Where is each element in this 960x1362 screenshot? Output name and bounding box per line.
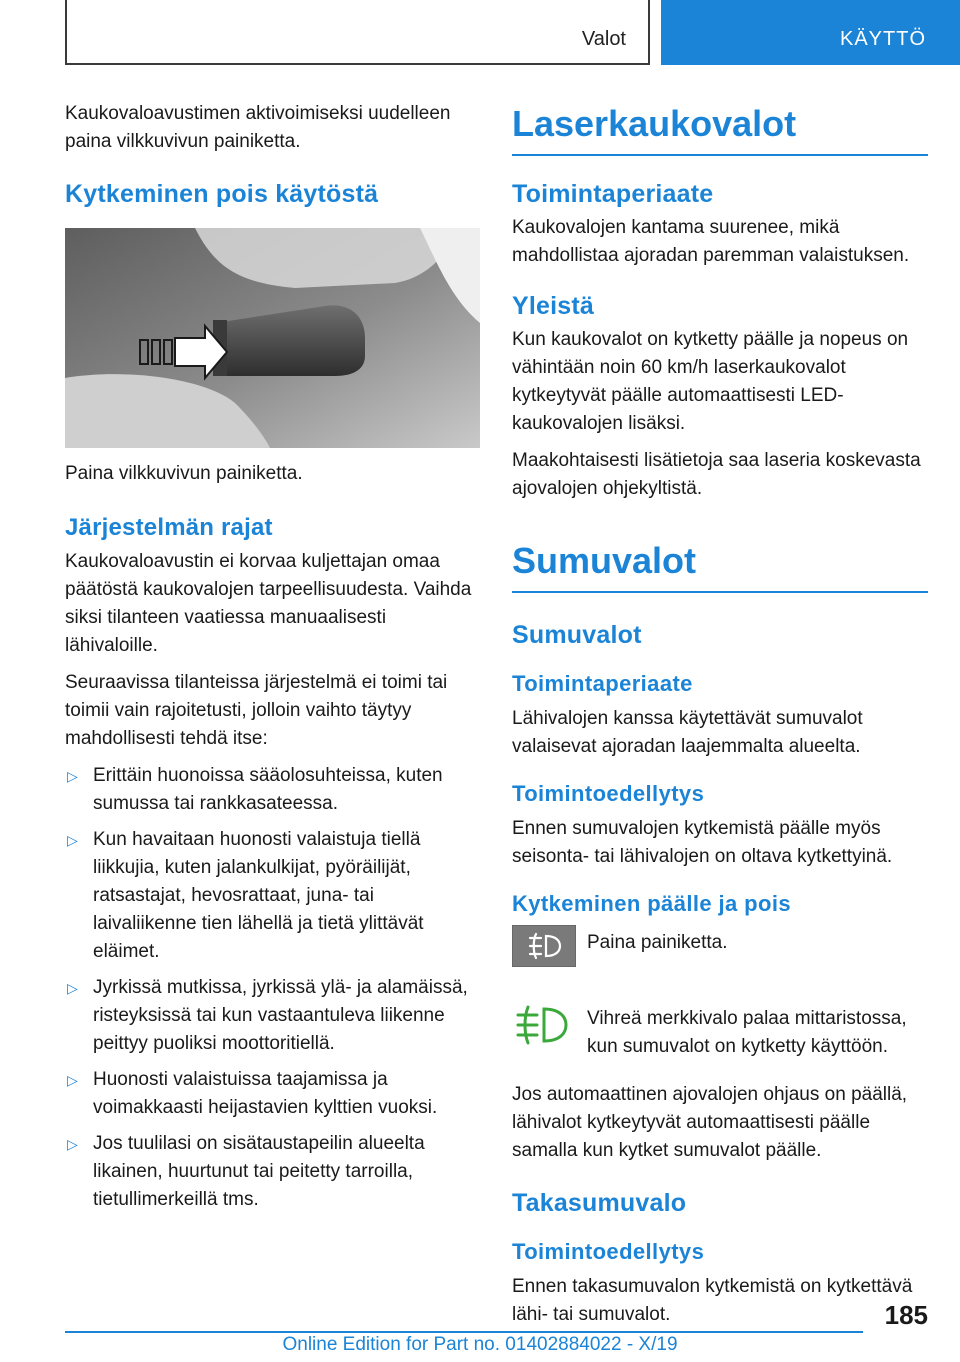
general-paragraph-2: Maakohtaisesti lisätietoja saa laseria koskevasta ajovalojen ohjekyltistä. xyxy=(512,450,921,499)
triangle-bullet-icon: ▷ xyxy=(67,1136,78,1152)
fog-light-indicator-icon xyxy=(512,1001,574,1049)
left-column xyxy=(65,100,480,1222)
header-section-box xyxy=(65,0,650,65)
fog-indicator-text: Vihreä merkkivalo palaa mittaristossa, kun sumuvalot on kytketty käyttöön. xyxy=(587,1008,907,1057)
heading-switch-on-off: Kytkeminen päälle ja pois xyxy=(512,891,791,916)
list-item: ▷ Jos tuulilasi on sisätaustapeilin alueelta likainen, huurtunut tai peitetty tarroilla, tietullimerkeillä tms. xyxy=(65,1130,480,1214)
fog-button-row xyxy=(512,925,928,991)
limits-paragraph-2: Seuraavissa tilanteissa järjestelmä ei toimi tai toimii vain rajoitetusti, jolloin vaihto täytyy mahdollisesti tehdä itse: xyxy=(65,672,448,749)
right-column xyxy=(512,100,928,1338)
image-caption: Paina vilkkuvivun painiketta. xyxy=(65,463,303,484)
stalk-button-illustration xyxy=(65,228,480,448)
heading-principle: Toimintaperiaate xyxy=(512,180,714,208)
fog-indicator-row xyxy=(512,1001,928,1071)
heading-system-limits: Järjestelmän rajat xyxy=(65,514,273,541)
heading-prerequisite: Toimintoedellytys xyxy=(512,781,705,806)
footer-edition: Online Edition for Part no. 01402884022 - X/19 xyxy=(282,1334,678,1355)
rear-fog-paragraph: Ennen takasumuvalon kytkemistä on kytkettävä lähi- tai sumuvalot. xyxy=(512,1276,913,1325)
list-item: ▷ Jyrkissä mutkissa, jyrkissä ylä- ja alamäissä, risteyksissä tai kun vastaantuleva liikenne peittyy puoliksi moottoritiellä. xyxy=(65,974,480,1058)
list-item: ▷ Huonosti valaistuissa taajamissa ja voimakkaasti heijastavien kylttien vuoksi. xyxy=(65,1066,480,1122)
heading-general: Yleistä xyxy=(512,292,595,320)
triangle-bullet-icon: ▷ xyxy=(67,1072,78,1088)
principle-paragraph: Kaukovalojen kantama suurenee, mikä mahdollistaa ajoradan paremman valaistuksen. xyxy=(512,217,910,266)
header-section-title: Valot xyxy=(581,28,626,50)
limits-bullet-list xyxy=(65,762,480,1214)
header-chapter-tab xyxy=(661,0,960,65)
triangle-bullet-icon: ▷ xyxy=(67,768,78,784)
heading-principle-2: Toimintaperiaate xyxy=(512,671,693,696)
heading-prerequisite-2: Toimintoedellytys xyxy=(512,1239,705,1264)
fog-light-button-icon xyxy=(512,925,576,967)
triangle-bullet-icon: ▷ xyxy=(67,980,78,996)
limits-paragraph-1: Kaukovaloavustin ei korvaa kuljettajan omaa päätöstä kaukovalojen tarpeellisuudesta. Vaihda siksi tilanteen vaatiessa manuaalisesti lähivaloille. xyxy=(65,551,472,656)
auto-headlight-paragraph: Jos automaattinen ajovalojen ohjaus on päällä, lähivalot kytkeytyvät automaattisesti päälle samalla kun kytket sumuvalot päälle. xyxy=(512,1084,908,1161)
fog-button-text: Paina painiketta. xyxy=(587,932,728,953)
heading-fog-lights: Sumuvalot xyxy=(512,539,928,593)
principle-paragraph-2: Lähivalojen kanssa käytettävät sumuvalot valaisevat ajoradan laajemmalta alueelta. xyxy=(512,708,863,757)
heading-fog-lights-sub: Sumuvalot xyxy=(512,621,642,649)
triangle-bullet-icon: ▷ xyxy=(67,832,78,848)
list-item: ▷ Erittäin huonoissa sääolosuhteissa, kuten sumussa tai rankkasateessa. xyxy=(65,762,480,818)
heading-switch-off: Kytkeminen pois käytöstä xyxy=(65,180,379,208)
header-chapter-label: KÄYTTÖ xyxy=(839,28,926,50)
heading-rear-fog-light: Takasumuvalo xyxy=(512,1189,687,1217)
general-paragraph-1: Kun kaukovalot on kytketty päälle ja nopeus on vähintään noin 60 km/h laserkaukovalot kytkeytyvät päälle automaattisesti LED-kaukovalojen lisäksi. xyxy=(512,329,909,434)
intro-paragraph: Kaukovaloavustimen aktivoimiseksi uudelleen paina vilkkuvivun painiketta. xyxy=(65,103,451,152)
heading-laser-high-beams: Laserkaukovalot xyxy=(512,102,928,156)
prerequisite-paragraph: Ennen sumuvalojen kytkemistä päälle myös seisonta- tai lähivalojen on oltava kytkettyinä. xyxy=(512,818,893,867)
footer-divider xyxy=(65,1331,863,1333)
list-item: ▷ Kun havaitaan huonosti valaistuja tiellä liikkujia, kuten jalankulkijat, pyöräilijät, ratsastajat, hevosrattaat, juna- tai laivaliikenne tien lähellä ja tietä ylittävät eläimet. xyxy=(65,826,480,966)
page-number: 185 xyxy=(884,1300,928,1330)
